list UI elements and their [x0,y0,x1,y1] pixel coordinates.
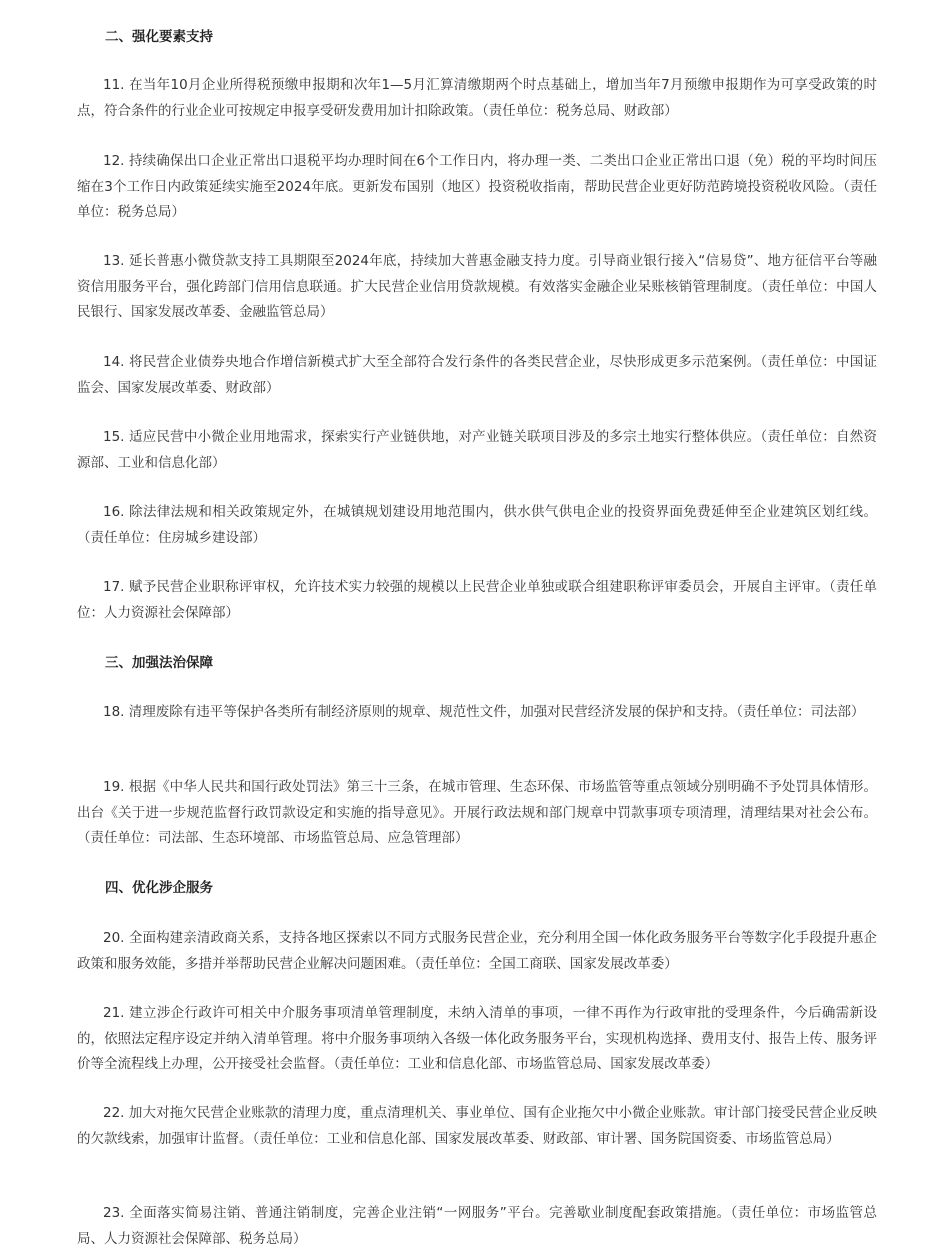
policy-item-12: 12. 持续确保出口企业正常出口退税平均办理时间在6个工作日内，将办理一类、二类出口企业正常出口退（免）税的平均时间压缩在3个工作日内政策延续实施至2024年底。更新发布国别（地区）投资税收指南，帮助民营企业更好防范跨境投资税收风险。（责任单位：税务总局） [77,153,877,220]
policy-item-18: 18. 清理废除有违平等保护各类所有制经济原则的规章、规范性文件，加强对民营经济发展的保护和支持。（责任单位：司法部） [103,704,865,720]
policy-item-13: 13. 延长普惠小微贷款支持工具期限至2024年底，持续加大普惠金融支持力度。引导商业银行接入“信易贷”、地方征信平台等融资信用服务平台，强化跨部门信用信息联通。扩大民营企业信用贷款规模。有效落实金融企业呆账核销管理制度。（责任单位：中国人民银行、国家发展改革委、金融监管总局） [77,253,877,320]
policy-item-22: 22. 加大对拖欠民营企业账款的清理力度，重点清理机关、事业单位、国有企业拖欠中小微企业账款。审计部门接受民营企业反映的欠款线索，加强审计监督。（责任单位：工业和信息化部、国家发展改革委、财政部、审计署、国务院国资委、市场监管总局） [77,1105,877,1147]
policy-item-21: 21. 建立涉企行政许可相关中介服务事项清单管理制度，未纳入清单的事项，一律不再作为行政审批的受理条件，今后确需新设的，依照法定程序设定并纳入清单管理。将中介服务事项纳入各级一体化政务服务平台，实现机构选择、费用支付、报告上传、服务评价等全流程线上办理，公开接受社会监督。（责任单位：工业和信息化部、市场监管总局、国家发展改革委） [77,1005,877,1072]
policy-item-17: 17. 赋予民营企业职称评审权，允许技术实力较强的规模以上民营企业单独或联合组建职称评审委员会，开展自主评审。（责任单位：人力资源社会保障部） [77,579,877,621]
section-heading-3: 三、加强法治保障 [105,655,213,671]
section-heading-4: 四、优化涉企服务 [105,880,213,896]
policy-item-23: 23. 全面落实简易注销、普通注销制度，完善企业注销“一网服务”平台。完善歇业制度配套政策措施。（责任单位：市场监管总局、人力资源社会保障部、税务总局） [77,1205,877,1247]
policy-item-11: 11. 在当年10月企业所得税预缴申报期和次年1—5月汇算清缴期两个时点基础上，增加当年7月预缴申报期作为可享受政策的时点，符合条件的行业企业可按规定申报享受研发费用加计扣除政策。（责任单位：税务总局、财政部） [77,77,877,119]
section-heading-2: 二、强化要素支持 [105,29,213,45]
policy-item-15: 15. 适应民营中小微企业用地需求，探索实行产业链供地，对产业链关联项目涉及的多宗土地实行整体供应。（责任单位：自然资源部、工业和信息化部） [77,429,877,471]
policy-item-19: 19. 根据《中华人民共和国行政处罚法》第三十三条，在城市管理、生态环保、市场监管等重点领域分别明确不予处罚具体情形。出台《关于进一步规范监督行政罚款设定和实施的指导意见》。开展行政法规和部门规章中罚款事项专项清理，清理结果对社会公布。（责任单位：司法部、生态环境部、市场监管总局、应急管理部） [77,779,877,846]
policy-item-14: 14. 将民营企业债券央地合作增信新模式扩大至全部符合发行条件的各类民营企业，尽快形成更多示范案例。（责任单位：中国证监会、国家发展改革委、财政部） [77,354,877,396]
policy-item-16: 16. 除法律法规和相关政策规定外，在城镇规划建设用地范围内，供水供气供电企业的投资界面免费延伸至企业建筑区划红线。（责任单位：住房城乡建设部） [77,504,877,546]
policy-item-20: 20. 全面构建亲清政商关系，支持各地区探索以不同方式服务民营企业，充分利用全国一体化政务服务平台等数字化手段提升惠企政策和服务效能，多措并举帮助民营企业解决问题困难。（责任单位：全国工商联、国家发展改革委） [77,930,877,972]
